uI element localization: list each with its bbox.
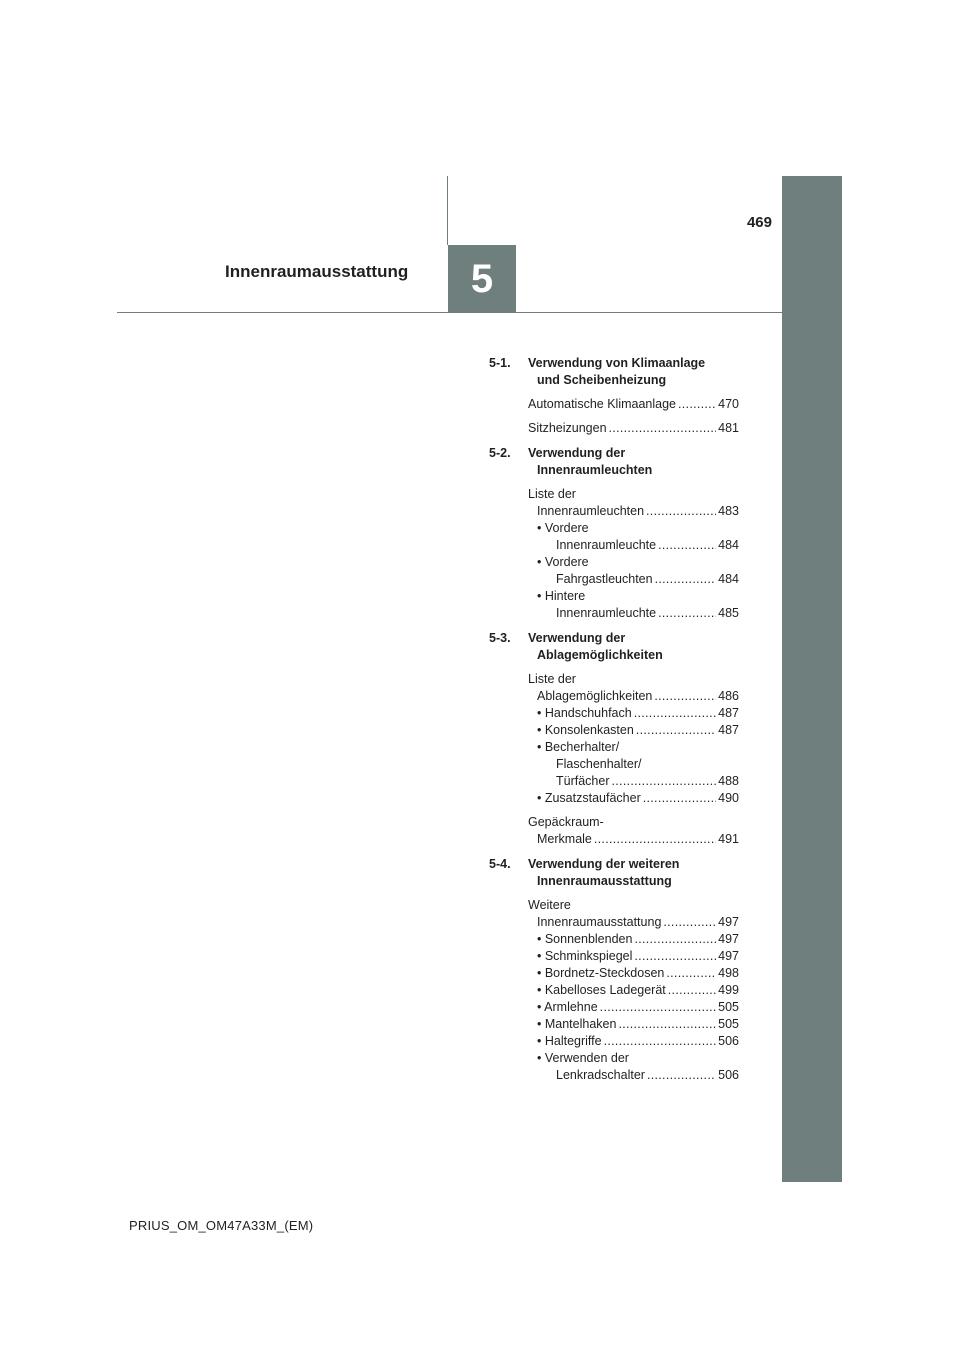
section-title	[528, 355, 739, 389]
toc-subentry[interactable]	[528, 790, 739, 807]
toc-subentry[interactable]	[528, 1033, 739, 1050]
dot-leader	[634, 705, 716, 722]
section-heading	[489, 445, 739, 479]
entry-line	[528, 486, 739, 503]
entry-text: Ablagemöglichkeiten	[537, 689, 653, 703]
subentry-line	[537, 571, 739, 588]
page-ref: 498	[718, 966, 739, 980]
section-title-line: Verwendung von Klimaanlage	[528, 356, 706, 370]
section-heading	[489, 856, 739, 890]
subentry-line	[537, 1067, 739, 1084]
toc-entry[interactable]	[528, 814, 739, 848]
section-heading	[489, 630, 739, 664]
toc-entry[interactable]	[528, 486, 739, 622]
dot-leader	[647, 1067, 716, 1084]
entry-line	[528, 897, 739, 914]
page-ref: 483	[718, 504, 739, 518]
subentry-line	[537, 773, 739, 790]
dot-leader	[643, 790, 716, 807]
section-title	[528, 630, 739, 664]
section-title-line: Verwendung der	[528, 631, 626, 645]
entry-line	[528, 503, 739, 520]
section-title-line: Verwendung der weiteren	[528, 857, 680, 871]
section-title	[528, 445, 739, 479]
subentry-line	[537, 722, 739, 739]
subentry-line	[537, 982, 739, 999]
toc-entry[interactable]	[528, 396, 739, 413]
page-ref: 487	[718, 723, 739, 737]
subentry-line	[537, 739, 739, 756]
dot-leader	[600, 999, 716, 1016]
entry-text: • Verwenden der	[537, 1051, 629, 1065]
page-ref: 499	[718, 983, 739, 997]
section-number: 5-3.	[489, 631, 511, 645]
chapter-tab-sidebar	[782, 176, 842, 1182]
entry-text: • Sonnenblenden	[537, 932, 633, 946]
entry-text: Weitere	[528, 898, 571, 912]
toc-subentry[interactable]	[528, 948, 739, 965]
dot-leader	[654, 688, 716, 705]
toc-subentry[interactable]	[528, 1016, 739, 1033]
entry-text: Merkmale	[537, 832, 592, 846]
entry-text: • Kabelloses Ladegerät	[537, 983, 666, 997]
section-title-line: Ablagemöglichkeiten	[537, 648, 663, 662]
page-ref: 484	[718, 572, 739, 586]
entry-text: • Konsolenkasten	[537, 723, 634, 737]
dot-leader	[609, 420, 717, 437]
subentry-line	[537, 520, 739, 537]
page-number: 469	[746, 214, 772, 231]
subentry-line	[537, 705, 739, 722]
entry-line	[528, 671, 739, 688]
section-number: 5-1.	[489, 356, 511, 370]
subentry-line	[537, 1016, 739, 1033]
section-number: 5-2.	[489, 446, 511, 460]
entry-text: Automatische Klimaanlage	[528, 397, 676, 411]
dot-leader	[668, 982, 716, 999]
section-title	[528, 856, 739, 890]
page-ref: 488	[718, 774, 739, 788]
section-heading	[489, 355, 739, 389]
entry-text: • Handschuhfach	[537, 706, 632, 720]
toc-entry[interactable]	[528, 671, 739, 807]
subentry-line	[537, 931, 739, 948]
dot-leader	[658, 605, 716, 622]
subentry-line	[537, 965, 739, 982]
subentry-line	[537, 588, 739, 605]
entry-line	[528, 420, 739, 437]
section-title-line: Innenraumausstattung	[537, 874, 672, 888]
toc-subentry[interactable]	[528, 739, 739, 790]
entry-line	[528, 688, 739, 705]
toc-subentry[interactable]	[528, 588, 739, 622]
toc-section	[489, 355, 739, 437]
footer-doc-id: PRIUS_OM_OM47A33M_(EM)	[129, 1218, 314, 1233]
page-ref: 491	[718, 832, 739, 846]
toc-subentry[interactable]	[528, 520, 739, 554]
entry-line	[528, 914, 739, 931]
header-vertical-rule	[447, 176, 448, 245]
page-ref: 506	[718, 1068, 739, 1082]
toc-section	[489, 445, 739, 622]
dot-leader	[618, 1016, 716, 1033]
dot-leader	[594, 831, 716, 848]
entry-text: Innenraumausstattung	[537, 915, 662, 929]
page-ref: 497	[718, 915, 739, 929]
subentry-line	[537, 756, 739, 773]
chapter-number-box: 5	[448, 245, 516, 313]
subentry-line	[537, 999, 739, 1016]
entry-text: Liste der	[528, 672, 576, 686]
toc-subentry[interactable]	[528, 965, 739, 982]
dot-leader	[658, 537, 716, 554]
page-ref: 505	[718, 1000, 739, 1014]
dot-leader	[636, 722, 716, 739]
page-ref: 505	[718, 1017, 739, 1031]
dot-leader	[655, 571, 717, 588]
toc-section	[489, 630, 739, 848]
entry-text: • Haltegriffe	[537, 1034, 602, 1048]
entry-text: • Vordere	[537, 521, 589, 535]
toc-subentry[interactable]	[528, 705, 739, 722]
entry-text: Innenraumleuchten	[537, 504, 645, 518]
entry-text: • Becherhalter/	[537, 740, 620, 754]
dot-leader	[604, 1033, 717, 1050]
section-title-line: und Scheibenheizung	[537, 373, 667, 387]
entry-text: Lenkradschalter	[556, 1068, 645, 1082]
section-title-line: Innenraumleuchten	[537, 463, 653, 477]
toc-subentry[interactable]	[528, 554, 739, 588]
entry-text: Liste der	[528, 487, 576, 501]
entry-text: • Armlehne	[537, 1000, 598, 1014]
dot-leader	[663, 914, 716, 931]
dot-leader	[678, 396, 716, 413]
dot-leader	[666, 965, 716, 982]
toc-subentry[interactable]	[528, 931, 739, 948]
subentry-line	[537, 790, 739, 807]
subentry-line	[537, 948, 739, 965]
toc-entry[interactable]	[528, 420, 739, 437]
section-number: 5-4.	[489, 857, 511, 871]
dot-leader	[612, 773, 717, 790]
entry-text: • Zusatzstaufächer	[537, 791, 641, 805]
page-ref: 506	[718, 1034, 739, 1048]
entry-text: Gepäckraum-	[528, 815, 604, 829]
toc-section	[489, 856, 739, 1084]
dot-leader	[634, 948, 716, 965]
entry-line	[528, 396, 739, 413]
page-ref: 486	[718, 689, 739, 703]
page-ref: 481	[718, 421, 739, 435]
toc-subentry[interactable]	[528, 722, 739, 739]
page-ref: 497	[718, 949, 739, 963]
entry-line	[528, 831, 739, 848]
toc-entry[interactable]	[528, 897, 739, 1084]
subentry-line	[537, 554, 739, 571]
entry-text: Flaschenhalter/	[556, 757, 642, 771]
entry-text: Sitzheizungen	[528, 421, 607, 435]
toc-subentry[interactable]	[528, 982, 739, 999]
entry-text: • Hintere	[537, 589, 586, 603]
page-ref: 470	[718, 397, 739, 411]
entry-text: • Vordere	[537, 555, 589, 569]
page-ref: 497	[718, 932, 739, 946]
page-ref: 484	[718, 538, 739, 552]
subentry-line	[537, 605, 739, 622]
entry-text: Fahrgastleuchten	[556, 572, 653, 586]
dot-leader	[646, 503, 716, 520]
page-ref: 487	[718, 706, 739, 720]
entry-line	[528, 814, 739, 831]
entry-text: • Schminkspiegel	[537, 949, 633, 963]
dot-leader	[634, 931, 716, 948]
entry-text: Innenraumleuchte	[556, 606, 657, 620]
subentry-line	[537, 1033, 739, 1050]
entry-text: • Mantelhaken	[537, 1017, 617, 1031]
entry-text: Türfächer	[556, 774, 610, 788]
subentry-line	[537, 537, 739, 554]
section-title-line: Verwendung der	[528, 446, 626, 460]
entry-text: • Bordnetz-Steckdosen	[537, 966, 665, 980]
chapter-title: Innenraumausstattung	[225, 262, 409, 281]
page-ref: 485	[718, 606, 739, 620]
table-of-contents	[489, 355, 739, 1092]
subentry-line	[537, 1050, 739, 1067]
toc-subentry[interactable]	[528, 999, 739, 1016]
page-ref: 490	[718, 791, 739, 805]
entry-text: Innenraumleuchte	[556, 538, 657, 552]
toc-subentry[interactable]	[528, 1050, 739, 1084]
